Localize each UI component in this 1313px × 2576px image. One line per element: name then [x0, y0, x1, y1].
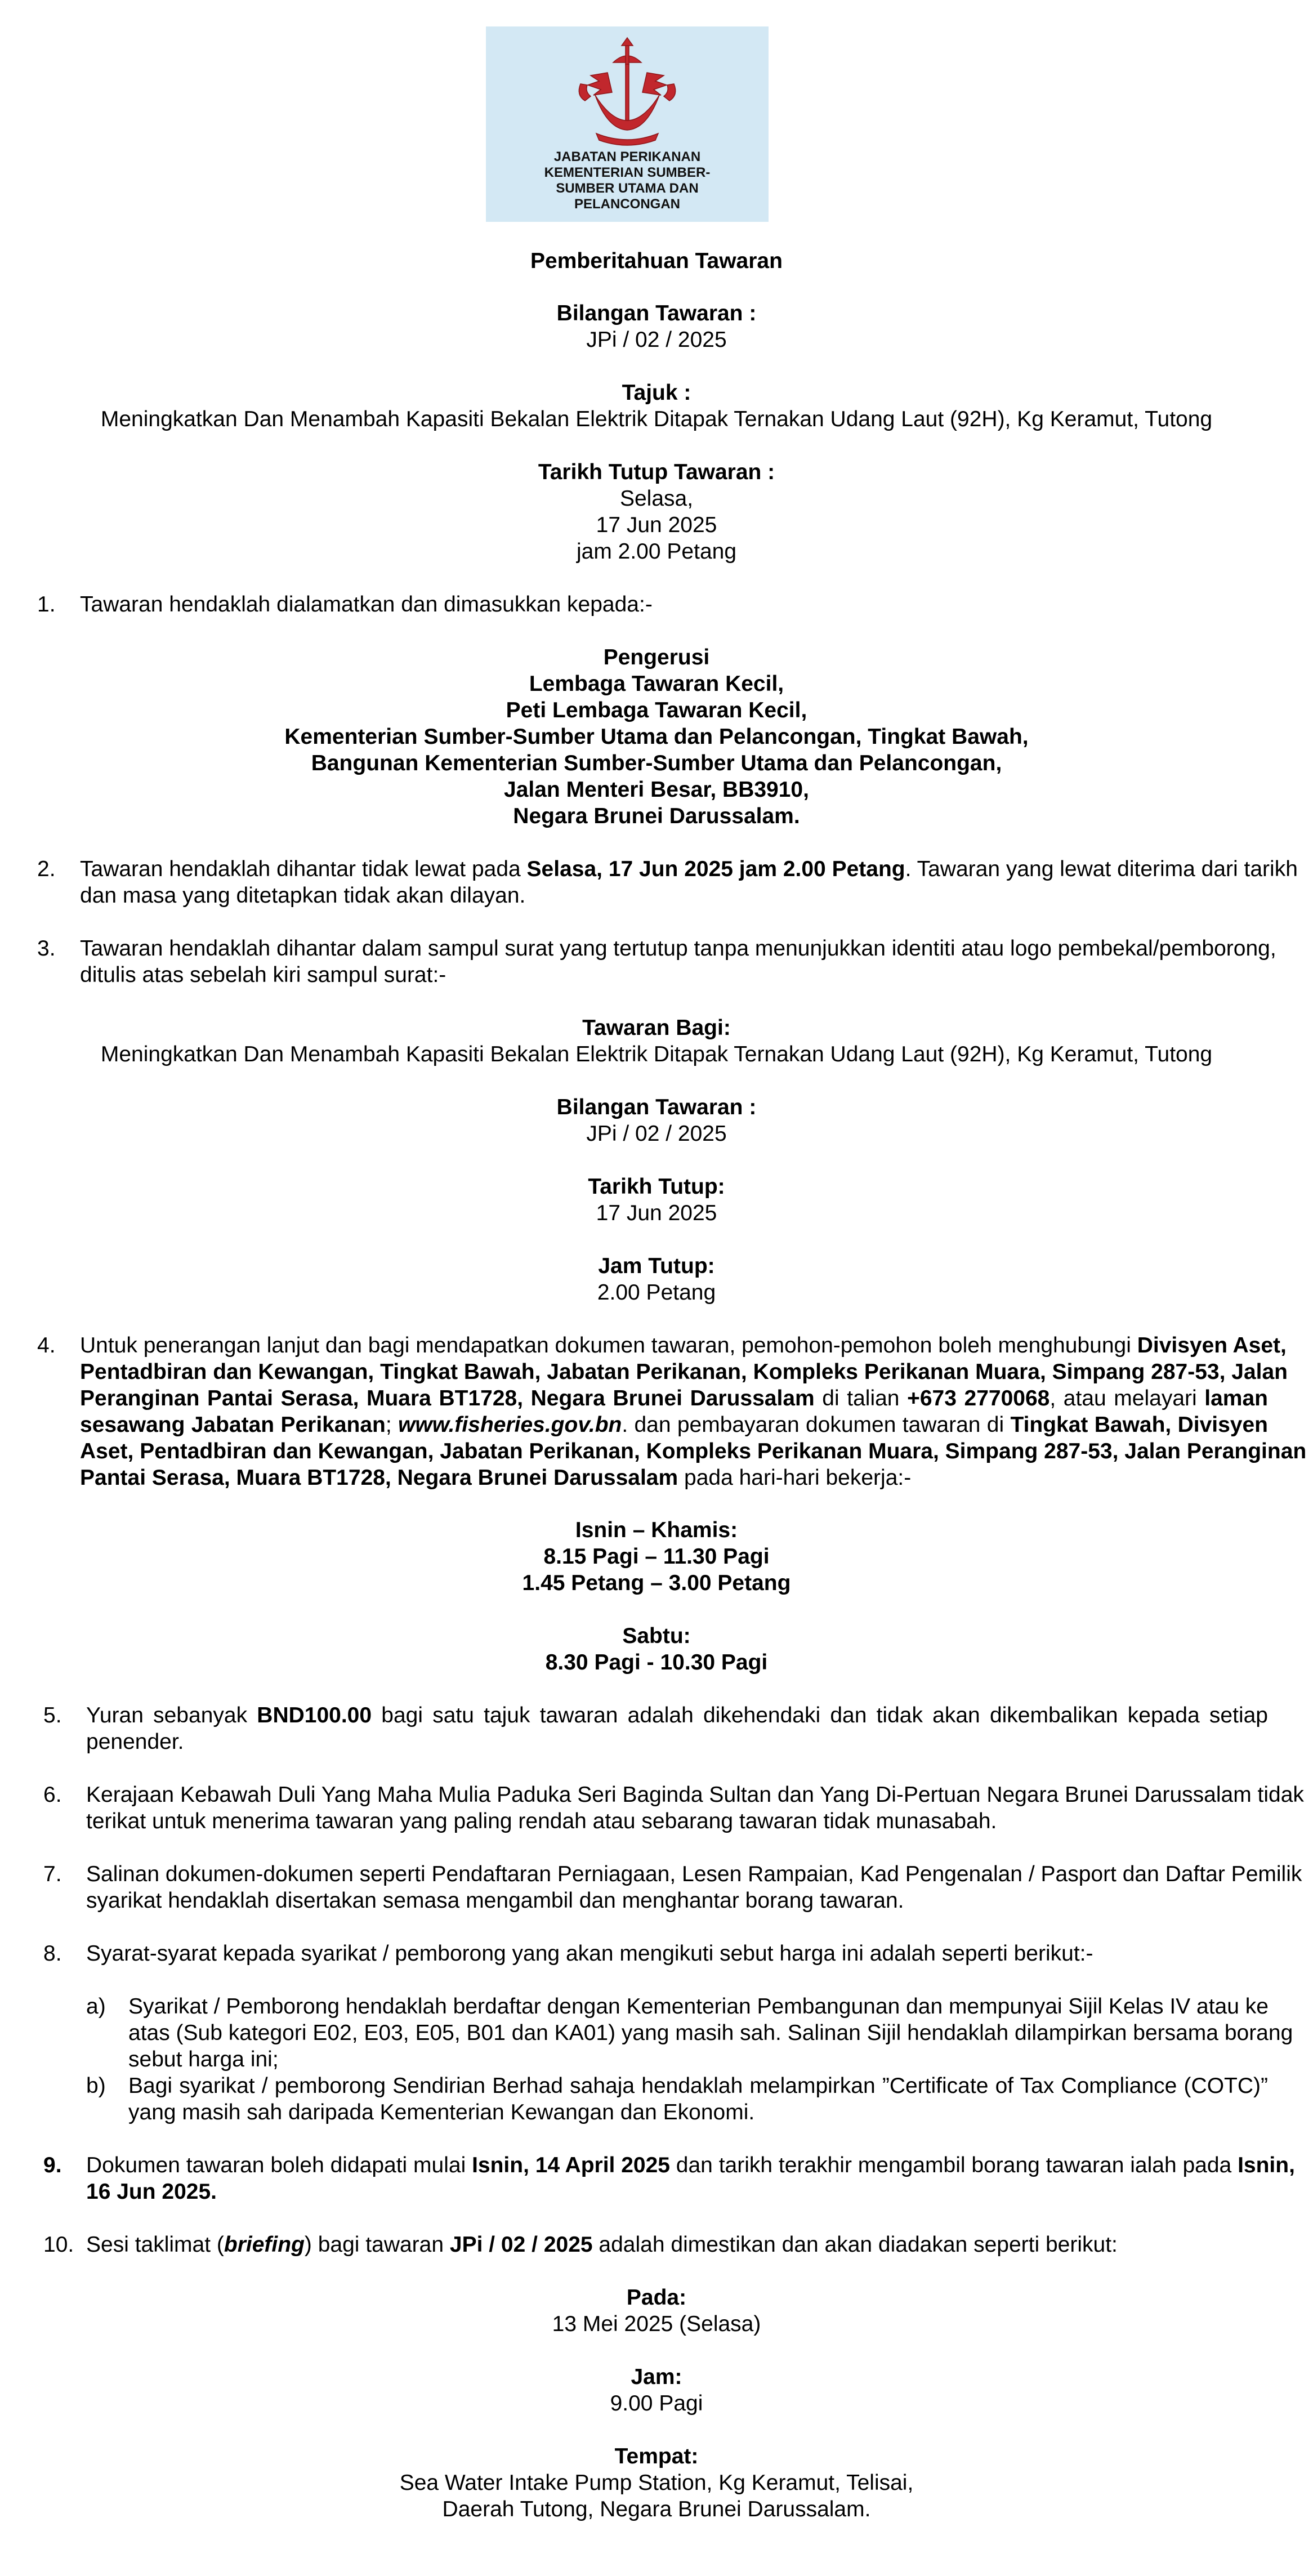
bil-label: Bilangan Tawaran :	[556, 1095, 757, 1119]
weekday-label: Isnin – Khamis:	[575, 1518, 738, 1542]
section-9-number: 9.	[43, 2153, 62, 2177]
section-1-text: Tawaran hendaklah dialamatkan dan dimasukkan kepada:-	[80, 592, 653, 617]
section-7-text: Salinan dokumen-dokumen seperti Pendaftaran Perniagaan, Lesen Rampaian, Kad Pengenalan / Pasport dan Daftar Pemilik syarikat hendaklah disertakan semasa mengambil dan menghantar borang tawaran.	[86, 1862, 1302, 1913]
tempat-label: Tempat:	[614, 2444, 699, 2468]
address-line: Lembaga Tawaran Kecil,	[529, 672, 784, 696]
jam-value: 9.00 Pagi	[610, 2391, 703, 2416]
address-line: Bangunan Kementerian Sumber-Sumber Utama dan Pelancongan,	[311, 751, 1002, 775]
address-line: Negara Brunei Darussalam.	[513, 804, 800, 828]
tutup-time: jam 2.00 Petang	[576, 539, 737, 564]
weekday-time-1: 8.15 Pagi – 11.30 Pagi	[543, 1544, 770, 1569]
tutup-day: Selasa,	[619, 486, 694, 511]
ministry-logo	[486, 26, 769, 222]
tarikh-tutup-label: Tarikh Tutup:	[588, 1175, 725, 1199]
tempat-line-1: Sea Water Intake Pump Station, Kg Keramut, Telisai,	[399, 2471, 914, 2495]
section-8b-text: Bagi syarikat / pemborong Sendirian Berhad sahaja hendaklah melampirkan ”Certificate of Tax Compliance (COTC)” yang masih sah daripada Kementerian Kewangan dan Ekonomi.	[128, 2074, 1268, 2124]
section-4-number: 4.	[37, 1333, 56, 1358]
section-6-text: Kerajaan Kebawah Duli Yang Maha Mulia Paduka Seri Baginda Sultan dan Yang Di-Pertuan Negara Brunei Darussalam tidak terikat untuk menerima tawaran yang paling rendah atau sebarang tawaran tidak munasabah.	[86, 1783, 1304, 1833]
tarikh-tutup-value: 17 Jun 2025	[596, 1201, 717, 1225]
section-2-text: Tawaran hendaklah dihantar tidak lewat pada Selasa, 17 Jun 2025 jam 2.00 Petang. Tawaran yang lewat diterima dari tarikh dan masa yang ditetapkan tidak akan dilayan.	[80, 857, 1298, 908]
jam-label: Jam:	[631, 2365, 682, 2389]
section-8a-text: Syarikat / Pemborong hendaklah berdaftar dengan Kementerian Pembangunan dan mempunyai Sijil Kelas IV atau ke atas (Sub kategori E02, E03, E05, B01 dan KA01) yang masih sah. Salinan Sijil hendaklah dilampirkan bersama borang sebut harga ini;	[128, 1994, 1293, 2071]
section-8-number: 8.	[43, 1941, 62, 1966]
section-9-text: Dokumen tawaran boleh didapati mulai Isnin, 14 April 2025 dan tarikh terakhir mengambil borang tawaran ialah pada Isnin, 16 Jun 2025.	[86, 2153, 1295, 2204]
section-3-number: 3.	[37, 936, 56, 961]
bil-label: Bilangan Tawaran :	[556, 301, 757, 325]
bil-value: JPi / 02 / 2025	[586, 1122, 727, 1146]
tempat-line-2: Daerah Tutong, Negara Brunei Darussalam.	[442, 2497, 871, 2521]
address-line: Peti Lembaga Tawaran Kecil,	[506, 698, 807, 722]
pada-value: 13 Mei 2025 (Selasa)	[552, 2312, 761, 2336]
saturday-label: Sabtu:	[622, 1624, 691, 1648]
section-8b-number: b)	[86, 2074, 106, 2098]
section-1-number: 1.	[37, 592, 56, 617]
section-7-number: 7.	[43, 1862, 62, 1886]
section-6-number: 6.	[43, 1783, 62, 1807]
tajuk-label: Tajuk :	[622, 381, 691, 405]
section-10-text: Sesi taklimat (briefing) bagi tawaran JPi / 02 / 2025 adalah dimestikan dan akan diadakan seperti berikut:	[86, 2233, 1118, 2257]
tawaran-bagi-value: Meningkatkan Dan Menambah Kapasiti Bekalan Elektrik Ditapak Ternakan Udang Laut (92H), Kg Keramut, Tutong	[100, 1042, 1213, 1066]
weekday-time-2: 1.45 Petang – 3.00 Petang	[522, 1571, 791, 1595]
section-2-number: 2.	[37, 857, 56, 881]
section-3-text: Tawaran hendaklah dihantar dalam sampul surat yang tertutup tanpa menunjukkan identiti atau logo pembekal/pemborong, ditulis atas sebelah kiri sampul surat:-	[80, 936, 1276, 987]
section-5-text: Yuran sebanyak BND100.00 bagi satu tajuk tawaran adalah dikehendaki dan tidak akan dikembalikan kepada setiap penender.	[86, 1703, 1268, 1754]
jam-tutup-value: 2.00 Petang	[597, 1280, 716, 1305]
bil-value: JPi / 02 / 2025	[586, 328, 727, 352]
section-5-number: 5.	[43, 1703, 62, 1727]
saturday-time: 8.30 Pagi - 10.30 Pagi	[545, 1650, 768, 1675]
tutup-date: 17 Jun 2025	[596, 513, 717, 537]
logo-caption: JABATAN PERIKANAN KEMENTERIAN SUMBER- SUMBER UTAMA DAN PELANCONGAN	[544, 149, 711, 212]
pada-label: Pada:	[626, 2285, 687, 2310]
tajuk-value: Meningkatkan Dan Menambah Kapasiti Bekalan Elektrik Ditapak Ternakan Udang Laut (92H), Kg Keramut, Tutong	[100, 407, 1213, 431]
page-title: Pemberitahuan Tawaran	[530, 249, 783, 273]
section-10-number: 10.	[43, 2233, 74, 2257]
brunei-crest-icon	[568, 33, 686, 151]
address-line: Kementerian Sumber-Sumber Utama dan Pelancongan, Tingkat Bawah,	[284, 725, 1029, 749]
section-4-text: Untuk penerangan lanjut dan bagi mendapatkan dokumen tawaran, pemohon-pemohon boleh menghubungi Divisyen Aset, Pentadbiran dan Kewangan, Tingkat Bawah, Jabatan Perikanan, Kompleks Perikanan Muara, Simpang 287-53, Jalan Peranginan Pantai Serasa, Muara BT1728, Negara Brunei Darussalam di talian +673 2770068, atau melayari laman sesawang Jabatan Perikanan; www.fisheries.gov.bn. dan pembayaran dokumen tawaran di Tingkat Bawah, Divisyen Aset, Pentadbiran dan Kewangan, Jabatan Perikanan, Kompleks Perikanan Muara, Simpang 287-53, Jalan Peranginan Pantai Serasa, Muara BT1728, Negara Brunei Darussalam pada hari-hari bekerja:-	[80, 1333, 1307, 1490]
tutup-label: Tarikh Tutup Tawaran :	[538, 460, 775, 484]
jam-tutup-label: Jam Tutup:	[598, 1254, 715, 1278]
address-line: Jalan Menteri Besar, BB3910,	[504, 778, 809, 802]
address-line: Pengerusi	[603, 645, 710, 669]
section-8-text: Syarat-syarat kepada syarikat / pemborong yang akan mengikuti sebut harga ini adalah seperti berikut:-	[86, 1941, 1093, 1966]
section-8a-number: a)	[86, 1994, 106, 2019]
tawaran-bagi-label: Tawaran Bagi:	[582, 1016, 731, 1040]
